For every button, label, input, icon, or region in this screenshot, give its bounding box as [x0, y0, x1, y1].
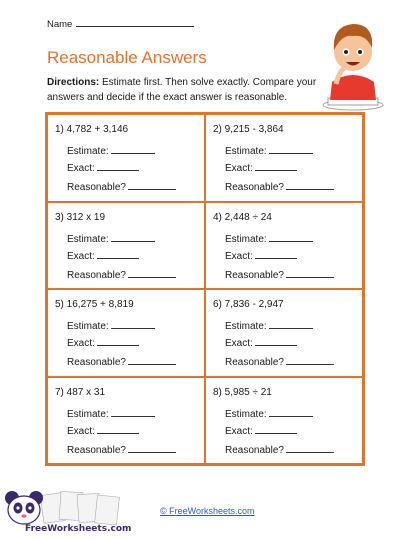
reasonable-blank[interactable] — [286, 268, 334, 278]
reasonable-row — [225, 443, 334, 456]
exact-row — [67, 424, 139, 437]
logo-text: FreeWorksheets.com — [25, 524, 132, 534]
exact-blank[interactable] — [255, 249, 297, 259]
problem-text: 6) 7,836 - 2,947 — [213, 299, 284, 310]
exact-row — [225, 336, 297, 349]
problem-text: 1) 4,782 + 3,146 — [55, 124, 129, 135]
exact-row — [225, 424, 297, 437]
estimate-blank[interactable] — [269, 407, 313, 417]
exact-blank[interactable] — [255, 336, 297, 346]
estimate-row — [67, 144, 155, 157]
estimate-blank[interactable] — [111, 144, 155, 154]
reasonable-label: Reasonable? — [67, 357, 126, 368]
problem-cell — [205, 114, 363, 202]
exact-row — [67, 336, 139, 349]
exact-row — [67, 249, 139, 262]
estimate-blank[interactable] — [111, 319, 155, 329]
reasonable-blank[interactable] — [128, 180, 176, 190]
page-title: Reasonable Answers — [47, 48, 207, 67]
exact-blank[interactable] — [255, 424, 297, 434]
estimate-row — [225, 232, 313, 245]
exact-blank[interactable] — [97, 161, 139, 171]
reasonable-row — [67, 355, 176, 368]
directions-text: Estimate first. Then solve exactly. Compare your answers and decide if the exact answer is reasonable. — [47, 77, 317, 103]
estimate-label: Estimate: — [225, 146, 267, 157]
reasonable-blank[interactable] — [286, 355, 334, 365]
problem-cell — [205, 202, 363, 290]
problem-cell — [47, 202, 205, 290]
exact-label: Exact: — [67, 163, 95, 174]
exact-label: Exact: — [225, 250, 253, 262]
problem-text: 3) 312 x 19 — [55, 211, 106, 223]
exact-blank[interactable] — [97, 424, 139, 434]
exact-row — [225, 161, 297, 174]
exact-label: Exact: — [67, 338, 95, 349]
estimate-blank[interactable] — [269, 232, 313, 242]
estimate-row — [67, 319, 155, 332]
reasonable-label: Reasonable? — [225, 444, 284, 456]
name-blank[interactable] — [76, 18, 194, 27]
problem-cell — [47, 377, 205, 465]
reasonable-label: Reasonable? — [67, 269, 126, 281]
problem-text: 5) 16,275 + 8,819 — [55, 299, 134, 310]
reasonable-label: Reasonable? — [225, 182, 284, 193]
exact-blank[interactable] — [97, 249, 139, 259]
problem-text: 2) 9,215 - 3,864 — [213, 124, 284, 135]
reasonable-blank[interactable] — [286, 443, 334, 453]
problem-text: 8) 5,985 ÷ 21 — [213, 386, 272, 398]
estimate-blank[interactable] — [269, 319, 313, 329]
boy-illustration — [322, 12, 384, 112]
estimate-label: Estimate: — [67, 146, 109, 157]
exact-label: Exact: — [225, 163, 253, 174]
reasonable-blank[interactable] — [128, 355, 176, 365]
problem-text: 4) 2,448 ÷ 24 — [213, 211, 272, 223]
reasonable-row — [225, 268, 334, 281]
estimate-label: Estimate: — [225, 321, 267, 332]
reasonable-blank[interactable] — [128, 443, 176, 453]
problem-cell — [205, 289, 363, 377]
estimate-label: Estimate: — [225, 408, 267, 420]
name-field — [47, 18, 194, 30]
problem-cell — [205, 377, 363, 465]
exact-label: Exact: — [67, 250, 95, 262]
reasonable-blank[interactable] — [286, 180, 334, 190]
name-label: Name — [47, 19, 73, 30]
problem-grid — [45, 112, 365, 466]
estimate-label: Estimate: — [67, 233, 109, 245]
estimate-blank[interactable] — [111, 232, 155, 242]
reasonable-blank[interactable] — [128, 268, 176, 278]
directions — [47, 76, 337, 105]
problem-cell — [47, 289, 205, 377]
reasonable-row — [67, 443, 176, 456]
exact-blank[interactable] — [255, 161, 297, 171]
reasonable-row — [67, 268, 176, 281]
problem-text: 7) 487 x 31 — [55, 386, 106, 398]
estimate-blank[interactable] — [111, 407, 155, 417]
reasonable-row — [225, 355, 334, 368]
exact-row — [225, 249, 297, 262]
reasonable-row — [67, 180, 176, 193]
reasonable-label: Reasonable? — [225, 269, 284, 281]
estimate-label: Estimate: — [67, 408, 109, 420]
estimate-row — [225, 144, 313, 157]
estimate-label: Estimate: — [225, 233, 267, 245]
estimate-row — [67, 407, 155, 420]
estimate-label: Estimate: — [67, 321, 109, 332]
exact-row — [67, 161, 139, 174]
estimate-row — [67, 232, 155, 245]
freeworksheets-link[interactable]: © FreeWorksheets.com — [160, 506, 255, 516]
reasonable-label: Reasonable? — [67, 444, 126, 456]
exact-label: Exact: — [67, 425, 95, 437]
problem-cell — [47, 114, 205, 202]
estimate-blank[interactable] — [269, 144, 313, 154]
reasonable-label: Reasonable? — [225, 357, 284, 368]
reasonable-label: Reasonable? — [67, 182, 126, 193]
exact-label: Exact: — [225, 338, 253, 349]
estimate-row — [225, 319, 313, 332]
reasonable-row — [225, 180, 334, 193]
exact-blank[interactable] — [97, 336, 139, 346]
estimate-row — [225, 407, 313, 420]
directions-label: Directions: — [47, 77, 100, 88]
exact-label: Exact: — [225, 425, 253, 437]
